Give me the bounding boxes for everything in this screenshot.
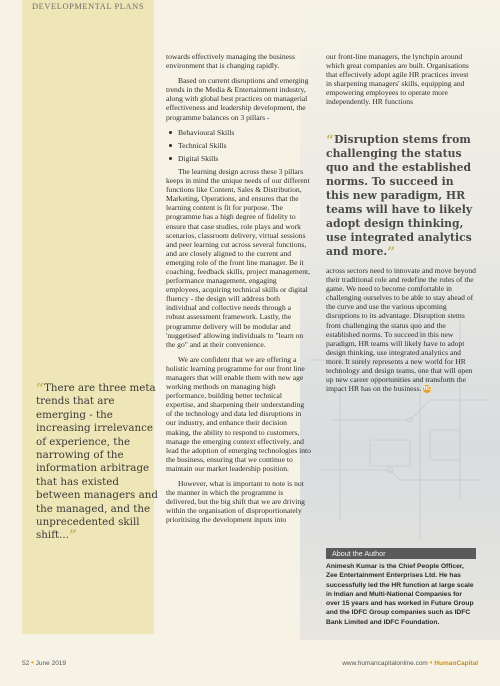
paragraph: The learning design across these 3 pillars keeps in mind the unique needs of our different functions like Content, Sales & Distribution, Marketing, Operations, and ensures that the learning content is fit for purpose. The programme has a high degree of fidelity to ensure that case studies, role plays and work scenarios, classroom delivery, virtual sessions and peer learning cut across several functions, and are closely aligned to the current and emerging role of the front line manager. Be it coaching, feedback skills, project management, performance management, engaging employees, acquiring technical skills or digital fluency - the design will address both individual and collective needs through a robust assessment framework. Lastly, the programme delivery will be modular and 'nuggetised' allowing individuals to "learn on the go" and at their convenience. [166, 166, 311, 349]
paragraph: our front-line managers, the lynchpin around which great companies are built. Organisations that effectively adopt agile HR practices invest in sharpening managers' skills, equipping and empowering employees to operate more independently. HR functions [326, 52, 469, 107]
paragraph: However, what is important to note is not the manner in which the programme is delivered, but the big shift that we are driving within the organisation of disproportionately prioritising the development inputs into [166, 479, 305, 525]
footer-bullet: • [429, 658, 433, 667]
open-quote-mark: “ [326, 133, 335, 149]
end-mark-icon: HC [423, 386, 431, 393]
paragraph: Based on current disruptions and emerging trends in the Media & Entertainment industry, along with global best practices on managerial effectiveness and leadership development, the programme balances on 3 pillars - [166, 76, 309, 122]
open-quote-mark: “ [36, 381, 45, 397]
page-number: 52 [22, 660, 30, 667]
about-author-box [326, 548, 476, 627]
close-quote-mark: ” [387, 245, 396, 261]
about-author-text [326, 562, 476, 627]
website-link[interactable]: www.humancapitalonline.com [342, 660, 428, 667]
paragraph: towards effectively managing the business environment that is changing rapidly. [166, 52, 295, 71]
list-item: Behavioural Skills [166, 128, 311, 137]
footer-bullet: • [31, 658, 34, 667]
pull-quote-left [36, 382, 160, 543]
pull-quote-right [326, 133, 476, 259]
page-footer [22, 658, 478, 668]
issue-date: June 2019 [35, 660, 67, 667]
paragraph: We are confident that we are offering a holistic learning programme for our front line managers that will enable them with new age working methods on managing high performance, building better technical expertise, and sharpening their understanding of the technology and data led disruptions in our industry, and enhance their decision making, the ability to respond to customers, manage the emerging context effectively, and lead the adoption of emerging technologies into the business, ensuring that we continue to maintain our market leadership position. [166, 354, 311, 473]
list-item: Digital Skills [166, 154, 311, 163]
author-name: Animesh Kumar [326, 563, 378, 570]
pillars-list [166, 128, 311, 163]
brand-name: HumanCapital [434, 660, 478, 667]
list-item: Technical Skills [166, 141, 311, 150]
paragraph-block [326, 266, 476, 393]
pull-quote-left-text: There are three meta trends that are emerging - the increasing irrelevance of experience, the narrowing of the information arbitrage that has existed between managers and the managed, and the unprecedented skill shift... [36, 382, 158, 542]
close-quote-mark: ” [68, 528, 78, 545]
footer-right [342, 658, 478, 667]
pull-quote-right-text: Disruption stems from challenging the status quo and the established norms. To succeed in this new paradigm, HR teams will have to likely adopt design thinking, use integrated analytics and more. [326, 133, 473, 258]
author-bio: is the Chief People Officer, Zee Entertainment Enterprises Ltd. He has successfully led the HR function at large scale in Indian and Multi-National Companies for over 15 years and has worked in Future Group and the IDFC Group companies such as IDFC Bank Limited and IDFC Foundation. [326, 563, 474, 626]
section-label: DEVELOPMENTAL PLANS [22, 0, 154, 14]
paragraph: across sectors need to innovate and move beyond their traditional role and redefine the rules of the game. We need to become comfortable in challenging ourselves to be able to stay ahead of the curve and use the various upcoming disruptions to its advantage. Disruption stems from challenging the status quo and the established norms. To succeed in this new paradigm, HR teams will likely have to adopt design thinking, use integrated analytics and more. It surely represents a new world for HR technology and design teams, one that will open up new career opportunities and transform the impact HR has on the business. [326, 266, 476, 394]
article-column-middle [166, 52, 311, 531]
about-author-heading: About the Author [326, 548, 476, 559]
footer-left [22, 658, 66, 667]
